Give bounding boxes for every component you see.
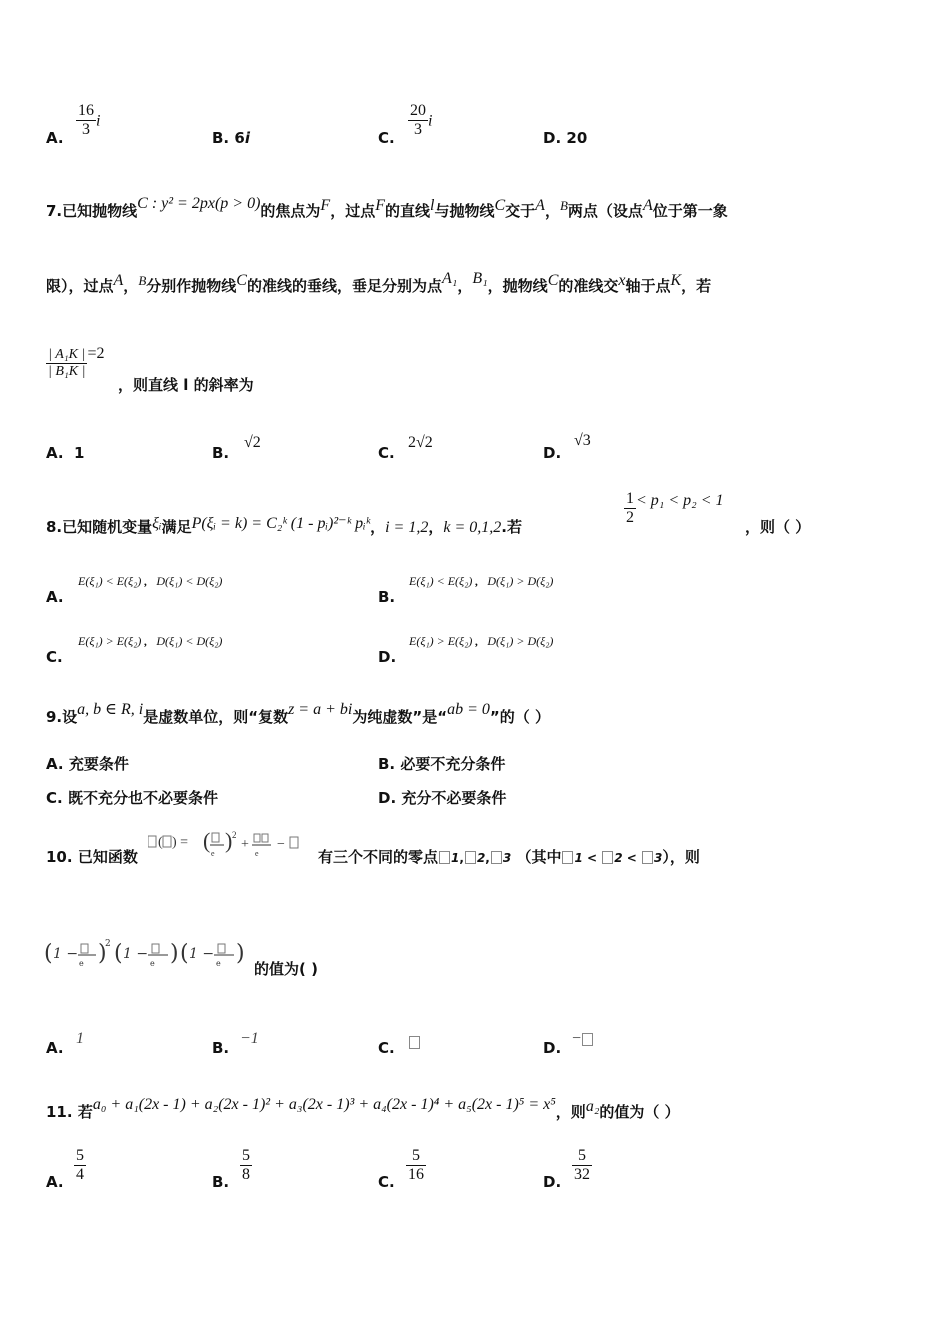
svg-text:2: 2 <box>105 939 111 949</box>
q6-option-d: D. 20 <box>543 129 588 147</box>
svg-text:1 −: 1 − <box>123 946 149 962</box>
q7-option-b-label: B. <box>212 444 230 462</box>
svg-text:e: e <box>216 959 221 968</box>
q10-option-d-label: D. <box>543 1039 562 1057</box>
q8-option-d-value: E(ξ₁) > E(ξ₂) , D(ξ₁) > D(ξ₂) <box>409 634 554 648</box>
q11-option-b-label: B. <box>212 1173 230 1191</box>
q8-option-c-value: E(ξ₁) > E(ξ₂) , D(ξ₁) < D(ξ₂) <box>78 634 223 648</box>
svg-text:): ) <box>236 941 245 966</box>
q10-option-b-label: B. <box>212 1039 230 1057</box>
q10-option-c-value <box>408 1032 421 1051</box>
q8-option-c-label: C. <box>46 648 63 666</box>
q9-option-d: D. 充分不必要条件 <box>378 789 507 807</box>
q6-option-c-value: $\frac{20}{3}$ i <box>410 102 433 139</box>
q8-option-b-value: E(ξ₁) < E(ξ₂) , D(ξ₁) > D(ξ₂) <box>409 574 554 588</box>
q10-option-d-value: − <box>572 1030 594 1048</box>
q10-function-formula <box>148 830 318 862</box>
svg-text:(: ( <box>114 941 123 966</box>
q11-option-c-label: C. <box>378 1173 395 1191</box>
svg-text:(: ( <box>203 830 211 853</box>
svg-text:(: ( <box>44 941 53 966</box>
q6-option-a-value: $\frac{16}{3}$ i <box>78 102 101 139</box>
q7-line-1: 7.已知抛物线C : y² = 2px(p > 0)的焦点为F，过点F的直线l与抛物线C交于A，B两点（设点A位于第一象 <box>46 195 728 220</box>
svg-text:e: e <box>211 849 215 858</box>
q10-product-formula <box>44 936 254 974</box>
q11-option-a-label: A. <box>46 1173 64 1191</box>
svg-text:e: e <box>255 849 259 858</box>
q11-option-a-value: $\frac{5}{4}$ <box>76 1147 84 1184</box>
svg-text:) =: ) = <box>172 835 189 850</box>
svg-text:): ) <box>170 941 179 966</box>
q10-option-c-label: C. <box>378 1039 395 1057</box>
svg-text:e: e <box>79 959 84 968</box>
q8-option-a-label: A. <box>46 588 64 606</box>
q7-option-a: A. 1 <box>46 444 85 462</box>
q9-stem: 9.设a, b ∈ R, i是虚数单位，则“复数z = a + bi为纯虚数”是“ab = 0”的（ ） <box>46 701 550 726</box>
q10-stem-start: 10. 已知函数 <box>46 848 138 866</box>
q8-condition: $\frac{1}{2}$ < p₁ < p₂ < 1 <box>626 490 724 527</box>
q10-function-image <box>148 830 318 867</box>
svg-text:1 −: 1 − <box>189 946 215 962</box>
q8-stem: 8.已知随机变量ξᵢ满足P(ξᵢ = k) = C₂ᵏ (1 - pᵢ)²⁻ᵏ pᵢᵏ，i = 1,2，k = 0,1,2.若 <box>46 515 522 536</box>
q10-option-b-value: −1 <box>240 1030 259 1047</box>
q11-option-b-value: $\frac{5}{8}$ <box>242 1147 250 1184</box>
q6-option-a-label: A. <box>46 129 64 147</box>
svg-text:): ) <box>225 830 233 853</box>
q11-stem: 11. 若a₀ + a₁(2x - 1) + a₂(2x - 1)² + a₃(2x - 1)³ + a₄(2x - 1)⁴ + a₅(2x - 1)⁵ = x⁵，则a₂的值为（ ） <box>46 1096 680 1121</box>
q7-option-b-value: √2 <box>244 434 261 451</box>
svg-text:(: ( <box>158 835 163 850</box>
q9-option-a: A. 充要条件 <box>46 755 129 773</box>
q7-option-d-value: √3 <box>574 432 591 449</box>
q11-option-d-label: D. <box>543 1173 562 1191</box>
q8-option-a-value: E(ξ₁) < E(ξ₂) , D(ξ₁) < D(ξ₂) <box>78 574 223 588</box>
svg-text:+: + <box>241 837 249 852</box>
q8-option-b-label: B. <box>378 588 396 606</box>
svg-text:e: e <box>150 959 155 968</box>
svg-text:): ) <box>98 941 107 966</box>
q7-option-c-value: 2√2 <box>408 434 433 451</box>
q6-option-c-label: C. <box>378 129 395 147</box>
q11-option-d-value: $\frac{5}{32}$ <box>574 1147 590 1184</box>
q10-option-a-value: 1 <box>76 1030 84 1047</box>
svg-text:−: − <box>277 837 285 852</box>
q9-option-b: B. 必要不充分条件 <box>378 755 506 773</box>
q7-option-d-label: D. <box>543 444 562 462</box>
q8-option-d-label: D. <box>378 648 397 666</box>
q7-ratio: $\frac{\text{| A₁K |}}{\text{| B₁K |}}$ =2 <box>48 345 105 380</box>
q10-stem-end: 的值为( ) <box>254 960 318 978</box>
q9-option-c: C. 既不充分也不必要条件 <box>46 789 218 807</box>
q6-option-b: B. 6i <box>212 129 250 147</box>
q8-stem-end: ，则（ ） <box>745 518 811 536</box>
q11-option-c-value: $\frac{5}{16}$ <box>408 1147 424 1184</box>
q7-line-3: ，则直线 l 的斜率为 <box>118 376 254 394</box>
q7-line-2: 限），过点A，B分别作抛物线C的准线的垂线，垂足分别为点A₁，B₁，抛物线C的准线交x轴于点K，若 <box>46 270 712 295</box>
svg-text:1 −: 1 − <box>53 946 79 962</box>
q10-stem-mid: 有三个不同的零点 1, 2, 3 （其中 1 < 2 < 3），则 <box>318 848 700 866</box>
svg-text:(: ( <box>180 941 189 966</box>
q7-option-c-label: C. <box>378 444 395 462</box>
svg-text:2: 2 <box>232 830 237 840</box>
q10-expression <box>44 936 254 978</box>
q10-option-a-label: A. <box>46 1039 64 1057</box>
